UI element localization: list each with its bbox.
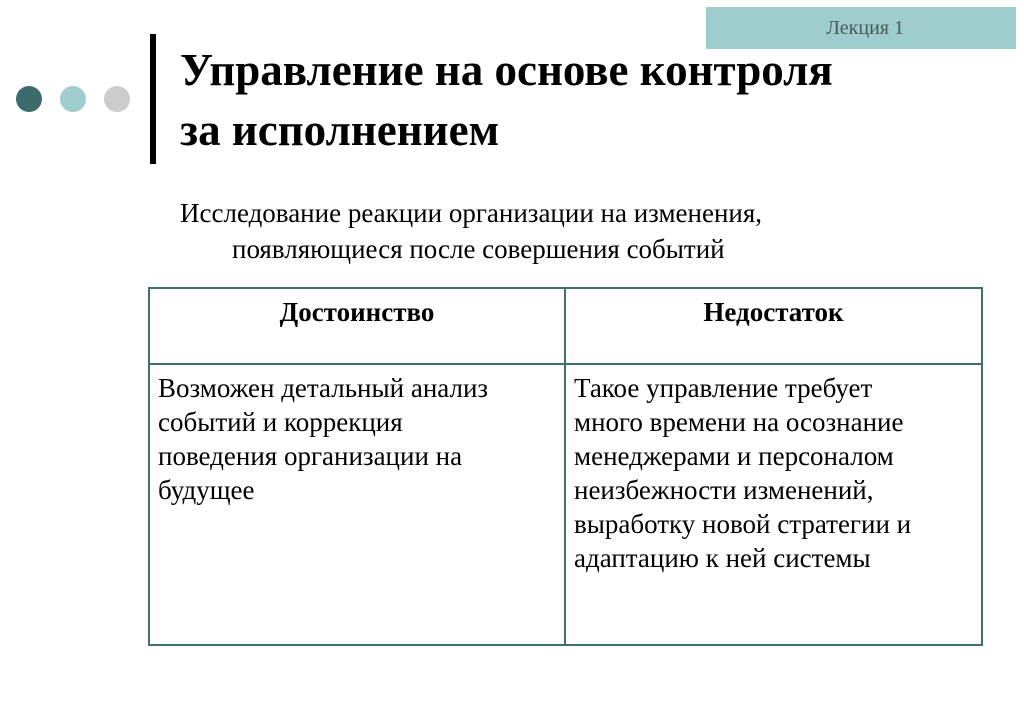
advantage-line: Возможен детальный анализ — [158, 373, 489, 403]
disadvantage-line: адаптацию к ней системы — [574, 543, 871, 573]
slide-title — [180, 40, 980, 160]
slide-subtitle-line-1: Исследование реакции организации на изменения, — [180, 198, 763, 228]
decorative-dot-gray — [104, 86, 130, 112]
decorative-dot-teal — [60, 86, 86, 112]
lecture-badge: Лекция 1 — [706, 7, 1016, 49]
disadvantage-line: менеджерами и персоналом — [574, 441, 894, 471]
disadvantage-line: Такое управление требует — [574, 373, 873, 403]
header-disadvantage: Недостаток — [565, 288, 982, 364]
disadvantage-line: неизбежности изменений, — [574, 475, 874, 505]
title-divider-bar — [150, 34, 156, 164]
decorative-dot-dark — [16, 86, 42, 112]
table-header-row — [149, 288, 982, 364]
slide-title-line-2: за исполнением — [180, 105, 500, 155]
comparison-table — [148, 287, 983, 646]
header-advantage: Достоинство — [149, 288, 565, 364]
advantage-line: будущее — [158, 475, 255, 505]
advantage-line: поведения организации на — [158, 441, 463, 471]
cell-advantage — [149, 364, 565, 645]
cell-disadvantage — [565, 364, 982, 645]
slide-subtitle-line-2: появляющиеся после совершения событий — [232, 234, 725, 264]
disadvantage-line: много времени на осознание — [574, 407, 904, 437]
slide-subtitle — [180, 195, 920, 267]
disadvantage-line: выработку новой стратегии и — [574, 509, 912, 539]
table-row — [149, 364, 982, 645]
slide-title-line-1: Управление на основе контроля — [180, 45, 833, 95]
advantage-line: событий и коррекция — [158, 407, 403, 437]
